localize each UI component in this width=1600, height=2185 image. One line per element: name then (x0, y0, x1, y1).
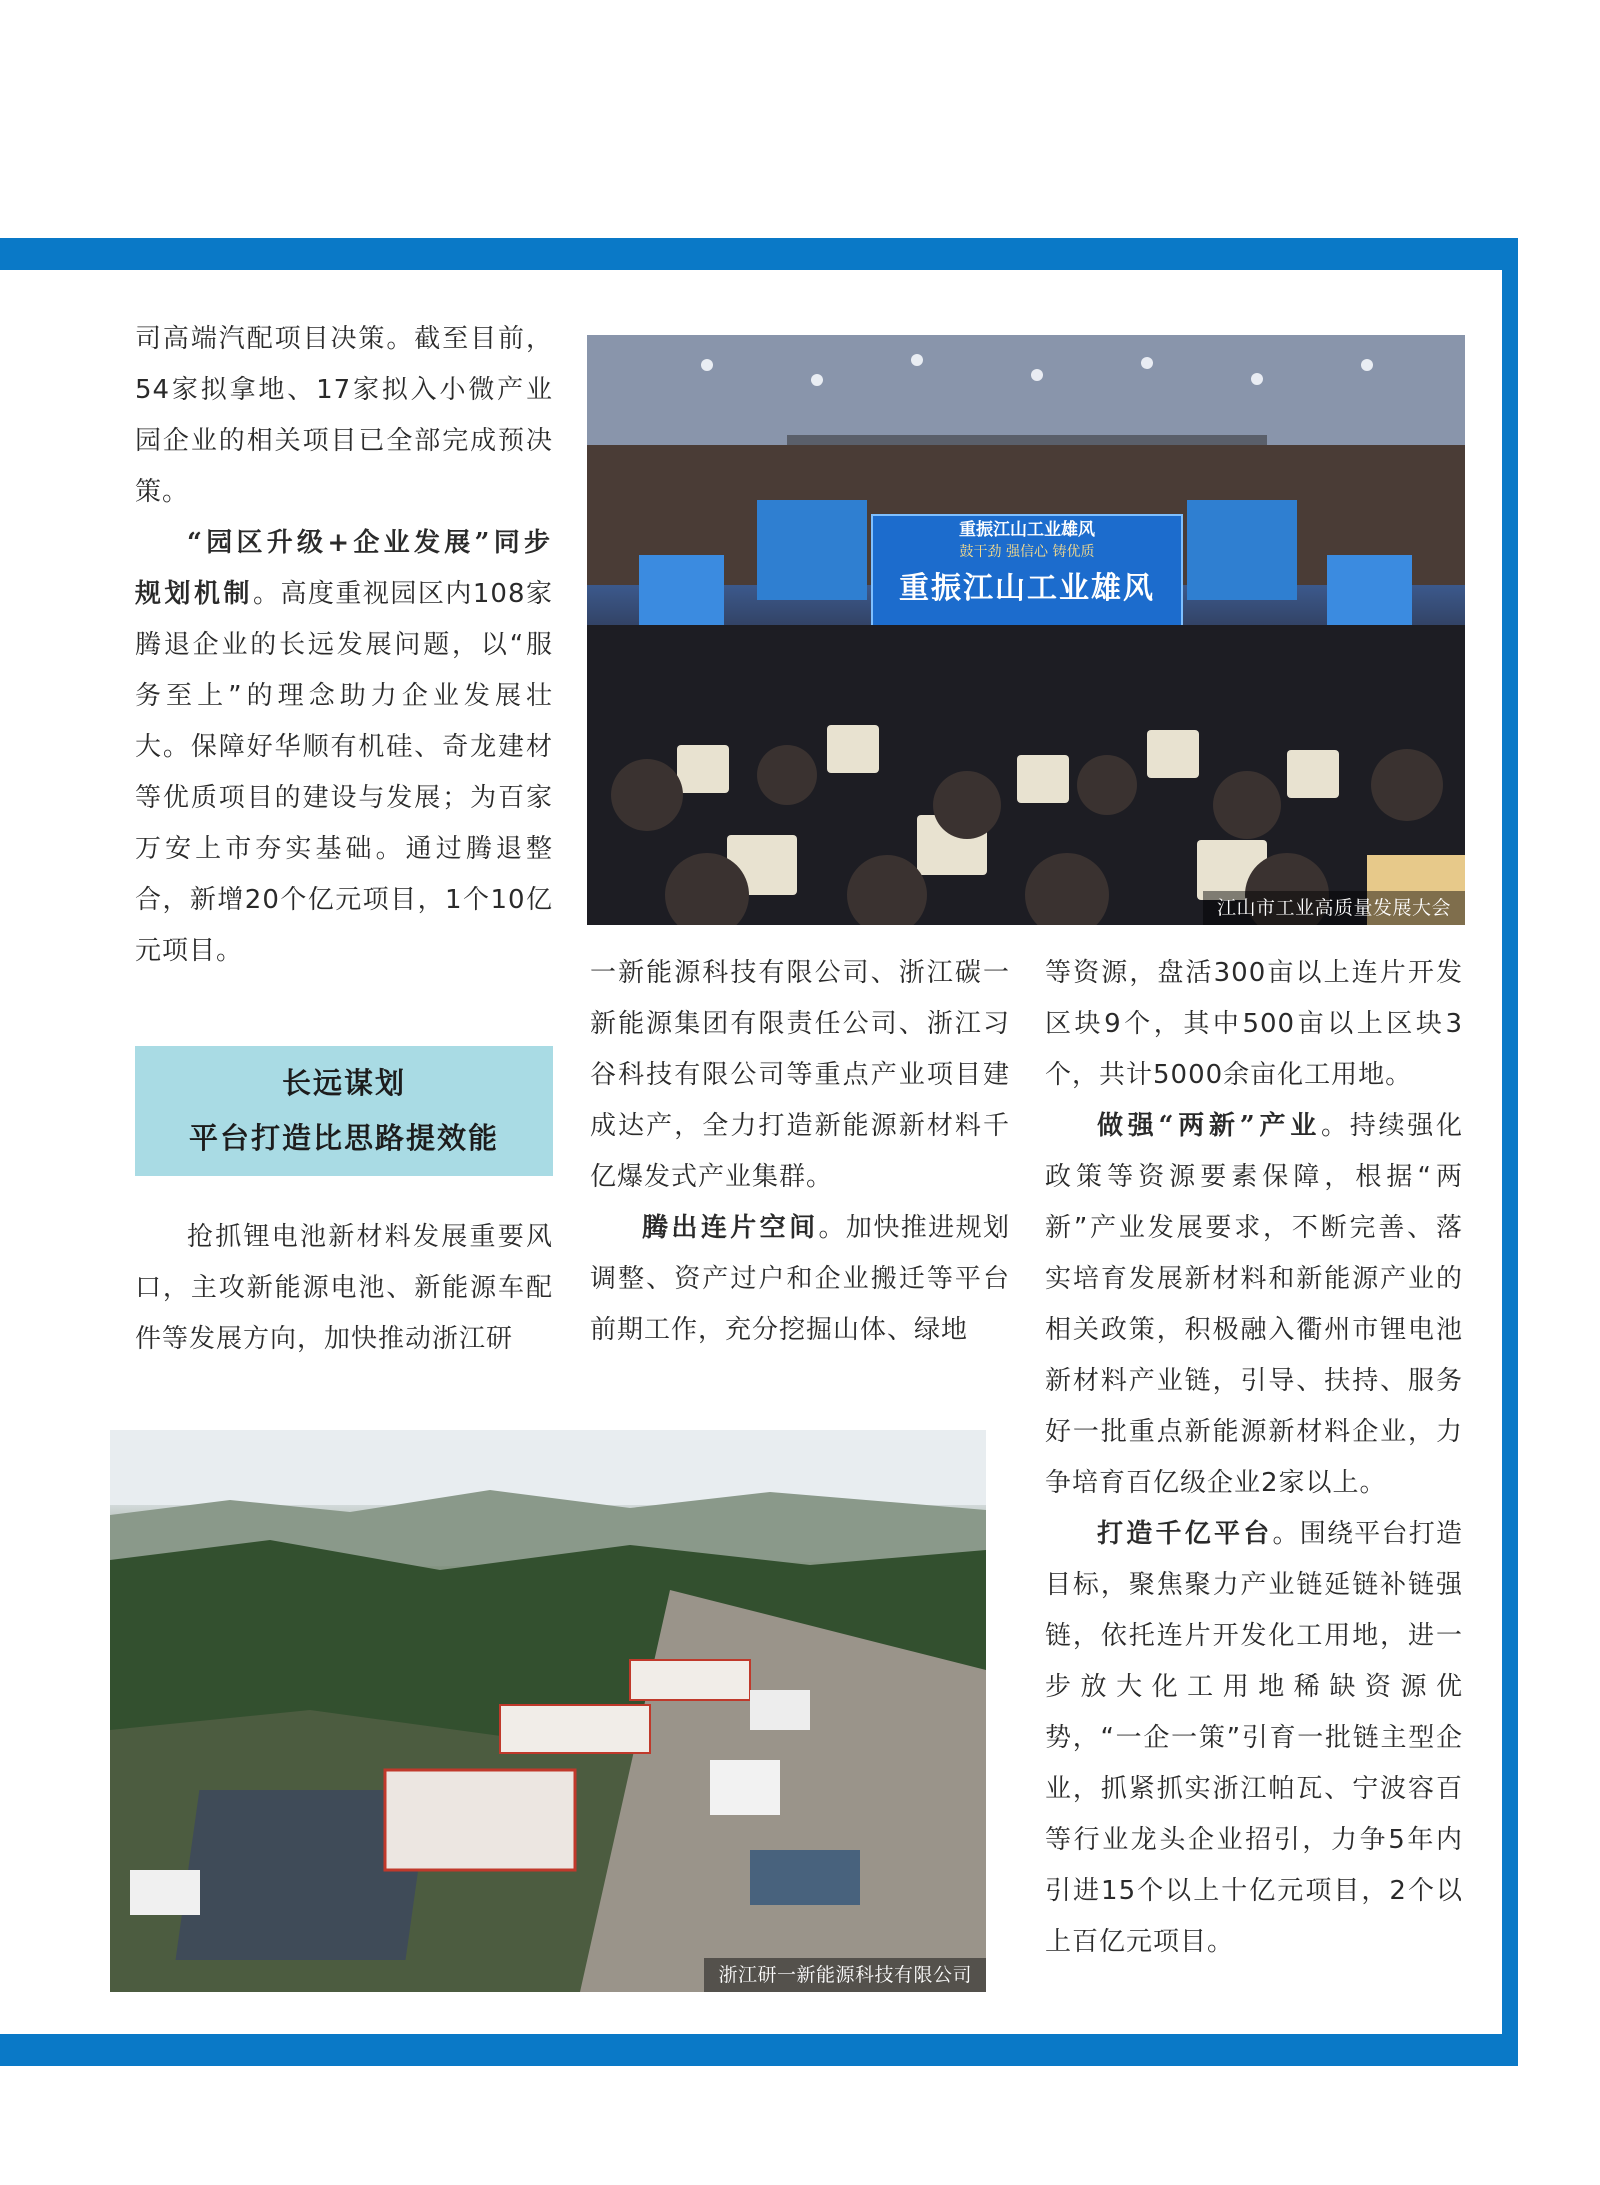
paragraph-two-new-industries: 做强“两新”产业。持续强化政策等资源要素保障，根据“两新”产业发展要求，不断完善、落实培育发展新材料和新能源产业的相关政策，积极融入衢州市锂电池新材料产业链，引导、扶持、服务好一批重点新能源新材料企业，力争培育百亿级企业2家以上。 (1045, 1111, 1463, 1498)
photo-caption: 江山市工业高质量发展大会 (1203, 891, 1465, 925)
factory-aerial-photo (110, 1430, 986, 1992)
lead-phrase: 打造千亿平台 (1097, 1519, 1273, 1549)
lead-phrase: 腾出连片空间 (642, 1213, 819, 1243)
blue-frame-bottom (0, 2034, 1518, 2066)
stage-slogan: 鼓干劲 强信心 铸优质 (959, 544, 1095, 560)
column-left-upper (135, 314, 553, 977)
paragraph-new-energy-projects: 一新能源科技有限公司、浙江碳一新能源集团有限责任公司、浙江习谷科技有限公司等重点产业项目建成达产，全力打造新能源新材料千亿爆发式产业集群。 (590, 958, 1010, 1192)
section-heading-line2: 平台打造比思路提效能 (188, 1121, 499, 1155)
stage-title-big: 重振江山工业雄风 (899, 571, 1155, 606)
lead-phrase: 做强“两新”产业 (1097, 1111, 1321, 1141)
column-middle (590, 948, 1010, 1356)
conference-photo-drawing (587, 335, 1465, 925)
paragraph-land-resources: 等资源，盘活300亩以上连片开发区块9个，其中500亩以上区块3个，共计5000余亩化工用地。 (1045, 958, 1463, 1090)
paragraph-contiguous-space: 腾出连片空间。加快推进规划调整、资产过户和企业搬迁等平台前期工作，充分挖掘山体、绿地 (590, 1213, 1010, 1345)
blue-frame-top (0, 238, 1518, 270)
paragraph-project-decisions: 司高端汽配项目决策。截至目前，54家拟拿地、17家拟入小微产业园企业的相关项目已全部完成预决策。 (135, 324, 553, 507)
photo-caption: 浙江研一新能源科技有限公司 (704, 1958, 986, 1992)
lead-phrase: “园区升级+企业发展”同步规划机制 (135, 528, 553, 609)
factory-aerial-drawing (110, 1430, 986, 1992)
section-heading (135, 1046, 553, 1176)
conference-photo (587, 335, 1465, 925)
paragraph-park-upgrade: “园区升级+企业发展”同步规划机制。高度重视园区内108家腾退企业的长远发展问题，以“服务至上”的理念助力企业发展壮大。保障好华顺有机硅、奇龙建材等优质项目的建设与发展；为百家万安上市夯实基础。通过腾退整合，新增20个亿元项目，1个10亿元项目。 (135, 528, 553, 966)
paragraph-lithium-battery: 抢抓锂电池新材料发展重要风口，主攻新能源电池、新能源车配件等发展方向，加快推动浙江研 (135, 1222, 553, 1354)
column-left-lower (135, 1212, 553, 1365)
paragraph-hundred-billion-platform: 打造千亿平台。围绕平台打造目标，聚焦聚力产业链延链补链强链，依托连片开发化工用地，进一步放大化工用地稀缺资源优势，“一企一策”引育一批链主型企业，抓紧抓实浙江帕瓦、宁波容百等行业龙头企业招引，力争5年内引进15个以上十亿元项目，2个以上百亿元项目。 (1045, 1519, 1463, 1957)
blue-frame-right (1502, 238, 1518, 2050)
column-right (1045, 948, 1463, 1968)
stage-title-small: 重振江山工业雄风 (959, 520, 1095, 540)
section-heading-line1: 长远谋划 (281, 1066, 406, 1100)
